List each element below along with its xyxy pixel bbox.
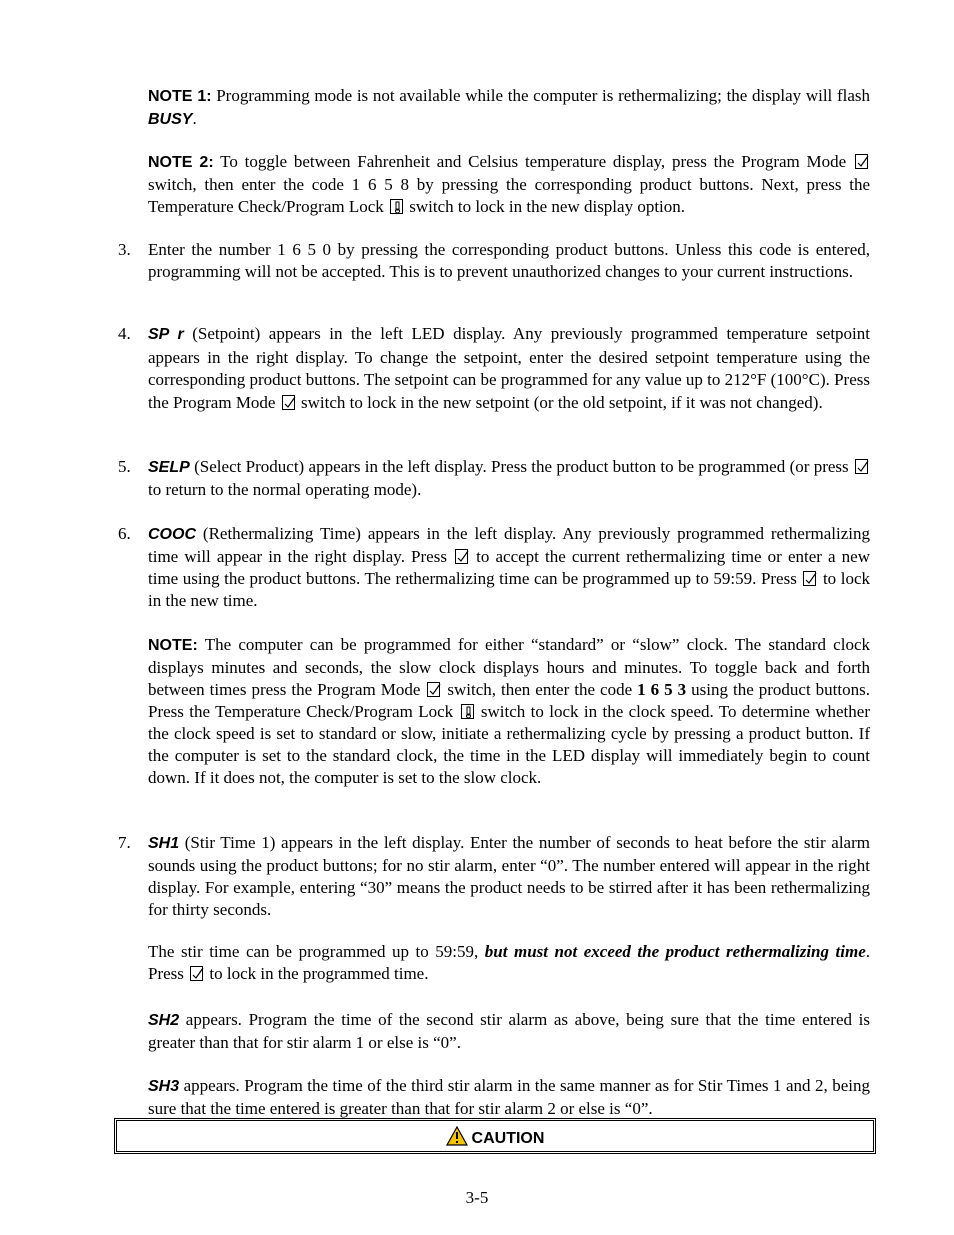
stir-text-2: . Press — [148, 942, 870, 983]
note-clock-text-4: switch to lock in the clock speed. To determine whether the clock speed is set to standard or slow, initiate a rethermalizing cycle by pressing a product button. If the computer is set to the standard clock, the time in the LED display will immediately begin to count down. If it does not, the computer is set to the slow clock. — [148, 702, 870, 787]
note-2-text-2: switch, then enter the code 1 6 5 8 by pressing the corresponding product buttons. Next, press the Temperature Check/Program Lock — [148, 175, 870, 216]
note-clock-text-3: using the product buttons. Press the Temperature Check/Program Lock — [148, 680, 870, 721]
item-6-text-2: to accept the current rethermalizing time or enter a new time using the product buttons. The rethermalizing time can be programmed up to 59:59. Press — [148, 547, 870, 588]
thermometer-lock-icon — [390, 199, 403, 214]
setpoint-code: SP r — [148, 326, 184, 343]
sh3-text: appears. Program the time of the third stir alarm in the same manner as for Stir Times 1 and 2, being sure that the time entered is greater than that for stir alarm 2 or else is “0”. — [148, 1076, 870, 1118]
stir-time-paragraph — [148, 941, 870, 985]
note-clock — [148, 634, 870, 789]
program-mode-checkbox-icon — [190, 966, 203, 981]
busy-code: BUSY — [148, 111, 193, 128]
note-1-label: NOTE 1: — [148, 88, 212, 105]
stir-time-2-code: SH2 — [148, 1012, 180, 1029]
sh2-paragraph — [148, 1009, 870, 1054]
sh2-text: appears. Program the time of the second stir alarm as above, being sure that the time entered is greater than that for stir alarm 1 or else is “0”. — [148, 1010, 870, 1052]
item-number: 5. — [118, 457, 131, 476]
note-2 — [148, 151, 870, 218]
item-6-text-3: to lock in the new time. — [148, 569, 871, 610]
item-number: 3. — [118, 240, 131, 259]
program-mode-checkbox-icon — [455, 549, 468, 564]
item-3-text: Enter the number 1 6 5 0 by pressing the corresponding product buttons. Unless this code is entered, programming will not be accepted. This is to prevent unauthorized changes to your current instructions. — [148, 240, 870, 281]
rethermalizing-time-code: COOC — [148, 526, 196, 543]
stir-emphasis: but must not exceed the product rethermalizing time — [484, 942, 866, 961]
stir-time-1-code: SH1 — [148, 835, 180, 852]
program-mode-checkbox-icon — [803, 571, 816, 586]
note-2-text-3: switch to lock in the new display option. — [405, 197, 686, 216]
page-number: 3-5 — [465, 1188, 489, 1207]
program-mode-checkbox-icon — [855, 154, 868, 169]
clock-code: 1 6 5 3 — [637, 680, 687, 699]
stir-text: The stir time can be programmed up to 59:59, — [148, 942, 485, 961]
program-mode-checkbox-icon — [282, 395, 295, 410]
note-2-text: To toggle between Fahrenheit and Celsius temperature display, press the Program Mode — [213, 152, 853, 171]
item-number: 7. — [118, 833, 131, 852]
warning-triangle-icon — [446, 1126, 468, 1153]
item-4-text-2: switch to lock in the new setpoint (or the old setpoint, if it was not changed). — [296, 392, 823, 412]
item-number: 4. — [118, 324, 131, 343]
caution-label: CAUTION — [471, 1130, 545, 1147]
item-number: 6. — [118, 524, 131, 543]
stir-time-3-code: SH3 — [148, 1078, 180, 1095]
note-clock-text-2: switch, then enter the code — [442, 680, 638, 699]
note-label: NOTE: — [148, 637, 198, 654]
program-mode-checkbox-icon — [855, 459, 868, 474]
stir-text-3: to lock in the programmed time. — [205, 964, 429, 983]
program-mode-checkbox-icon — [427, 682, 440, 697]
caution-banner — [114, 1118, 876, 1154]
note-clock-text: The computer can be programmed for either “standard” or “slow” clock. The standard clock displays minutes and seconds, the slow clock displays hours and minutes. To toggle back and forth between times press the Program Mode — [148, 635, 870, 699]
note-1-text: Programming mode is not available while the computer is rethermalizing; the display will flash — [211, 86, 870, 105]
item-6-text: (Rethermalizing Time) appears in the left display. Any previously programmed rethermalizing time will appear in the right display. Press — [148, 524, 870, 566]
item-7-text: (Stir Time 1) appears in the left display. Enter the number of seconds to heat before the stir alarm sounds using the product buttons; for no stir alarm, enter “0”. The number entered will appear in the right display. For example, entering “30” means the product needs to be stirred after it has been rethermalizing for thirty seconds. — [148, 833, 870, 919]
note-1 — [148, 85, 870, 131]
thermometer-lock-icon — [461, 704, 474, 719]
item-5-text-2: to return to the normal operating mode). — [148, 480, 422, 499]
select-product-code: SELP — [148, 459, 190, 476]
item-4-text: (Setpoint) appears in the left LED display. Any previously programmed temperature setpoint appears in the right display. To change the setpoint, enter the desired setpoint temperature using the corresponding product buttons. The setpoint can be programmed for any value up to 212°F (100°C). Press the Program Mode — [148, 324, 870, 412]
note-1-end: . — [192, 109, 197, 128]
note-2-label: NOTE 2: — [148, 154, 214, 171]
item-5-text: (Select Product) appears in the left display. Press the product button to be programmed (or press — [189, 457, 853, 476]
sh3-paragraph — [148, 1075, 870, 1120]
